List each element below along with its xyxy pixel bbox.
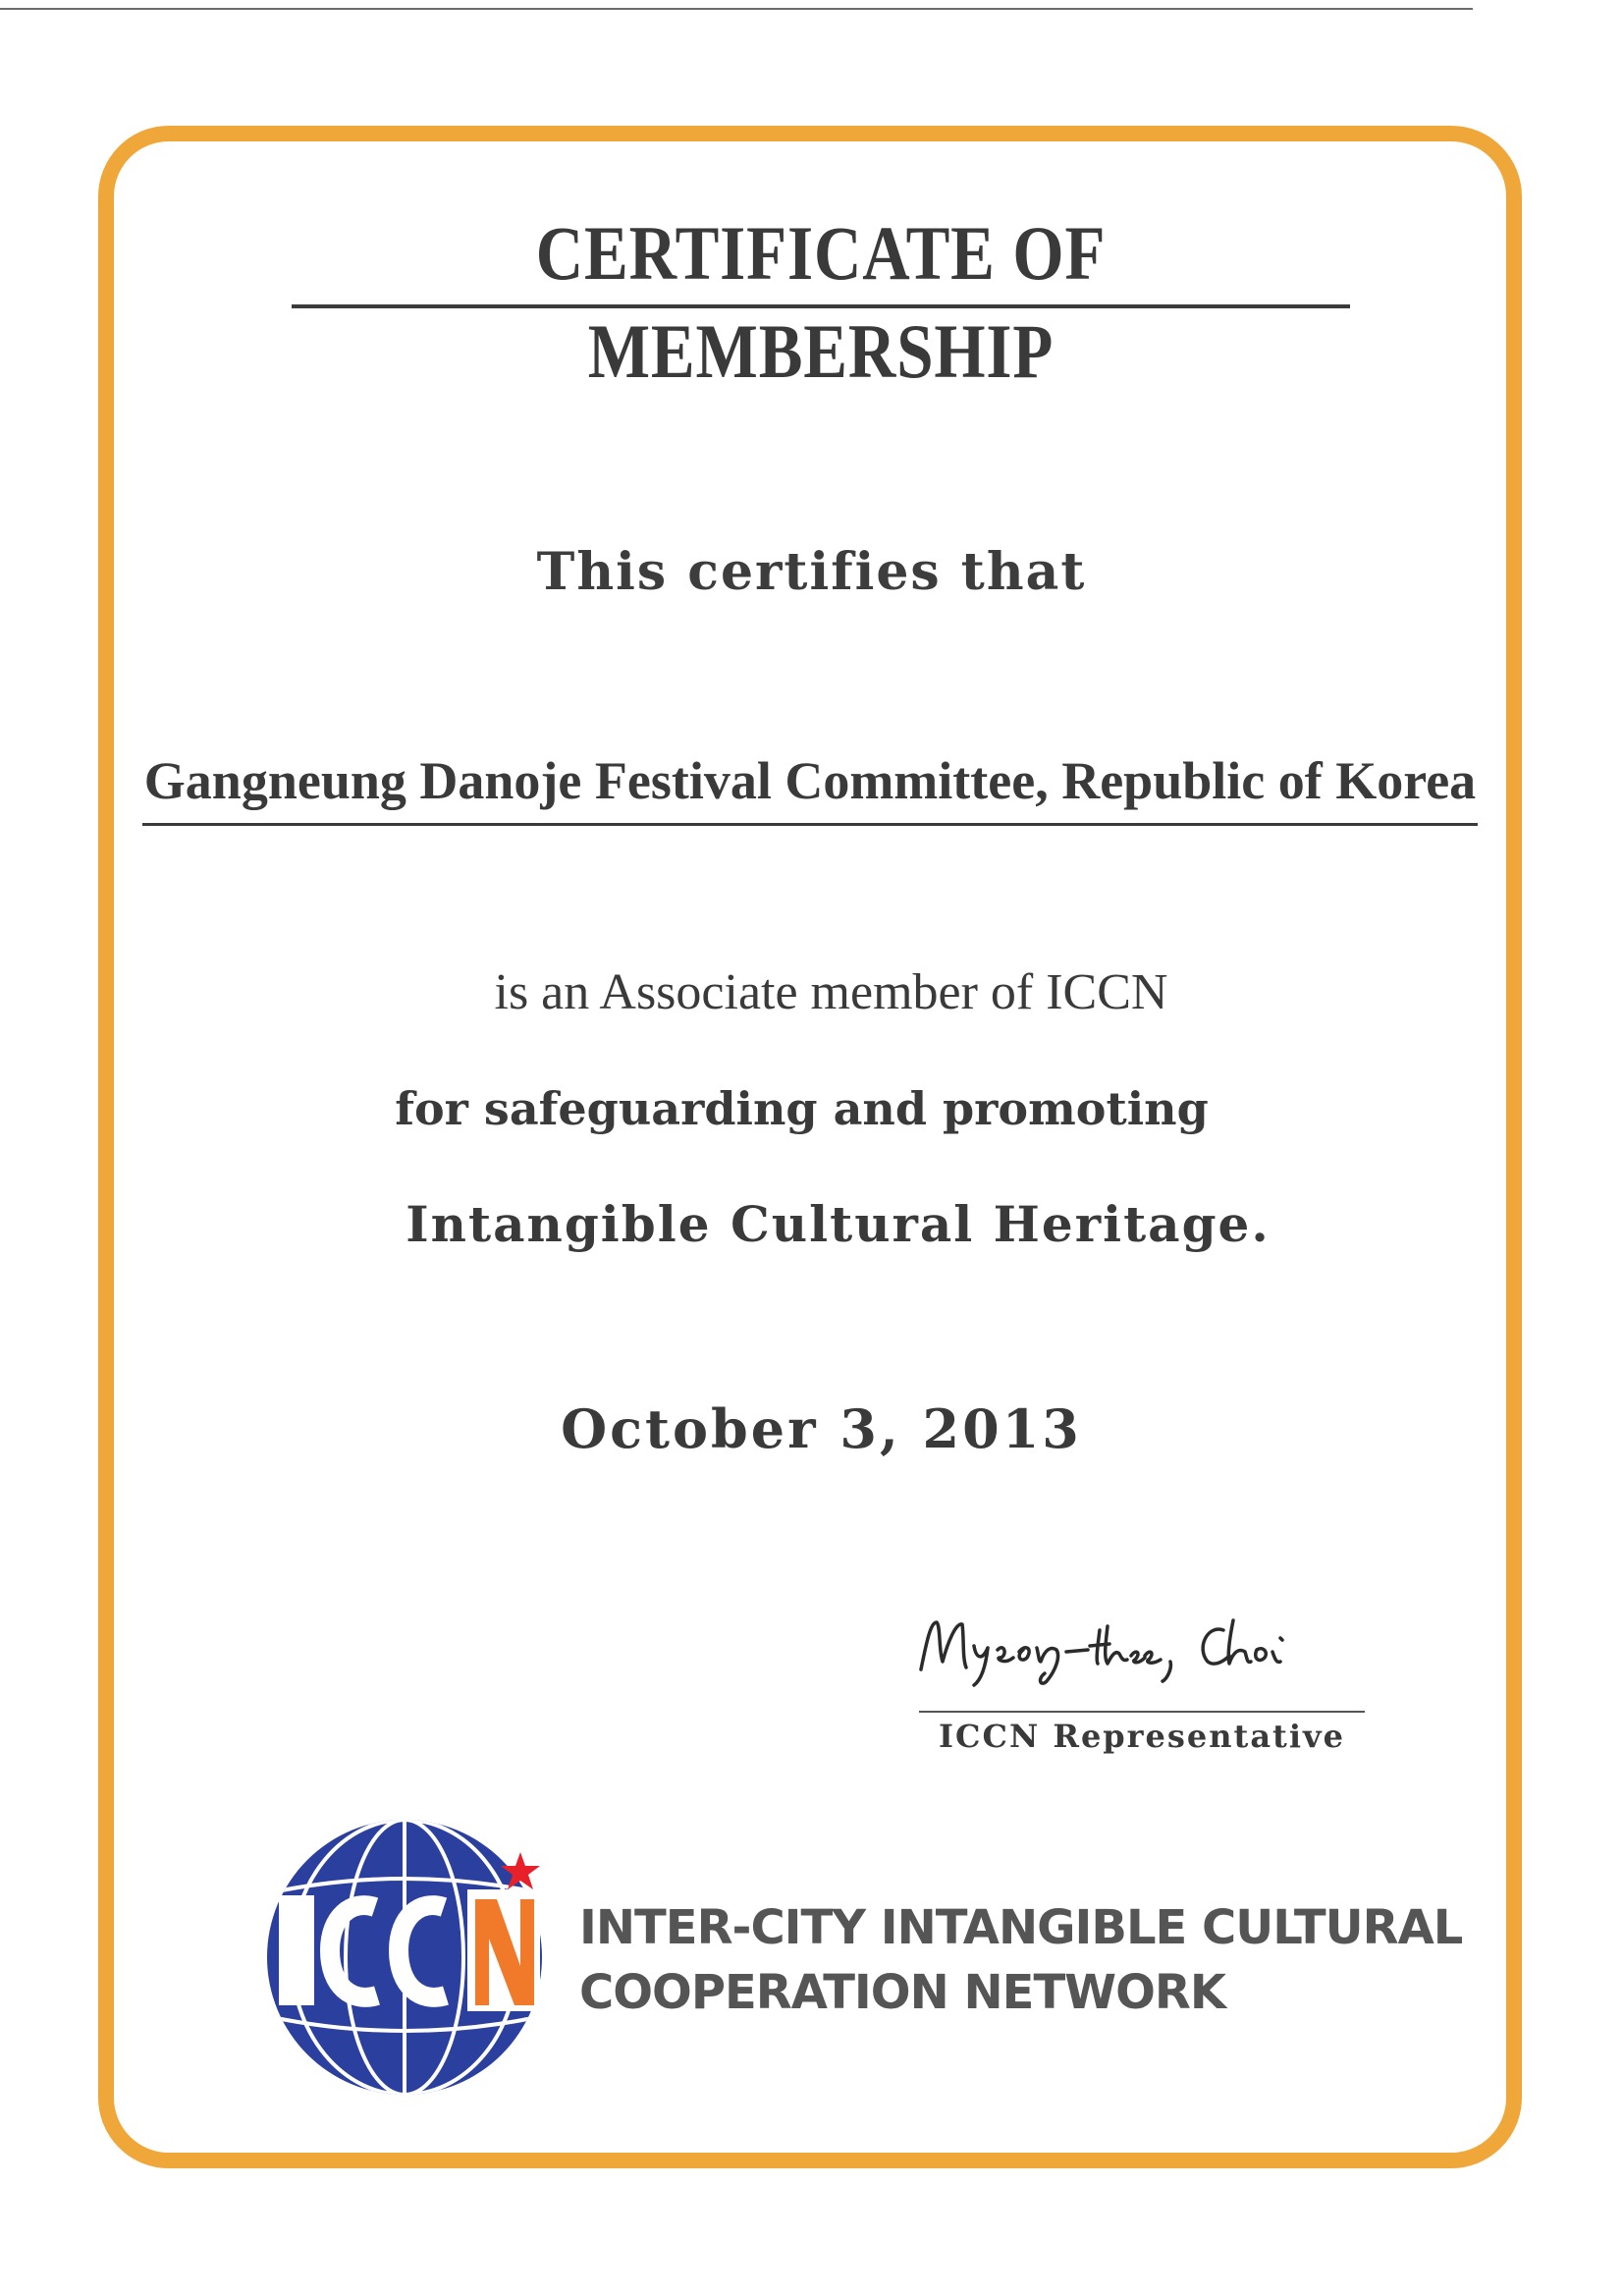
handwritten-signature — [913, 1601, 1375, 1689]
member-name-underline — [142, 823, 1478, 826]
organization-name-line-1: INTER-CITY INTANGIBLE CULTURAL — [579, 1900, 1463, 1955]
statement-line-3: Intangible Cultural Heritage. — [406, 1195, 1271, 1253]
scan-edge-line — [0, 8, 1473, 10]
certificate-title: CERTIFICATE OF MEMBERSHIP — [535, 210, 1107, 394]
certifies-intro: This certifies that — [536, 542, 1087, 602]
organization-name-line-2: COOPERATION NETWORK — [579, 1965, 1226, 2020]
certificate-date: October 3, 2013 — [561, 1397, 1082, 1460]
statement-line-2: for safeguarding and promoting — [395, 1082, 1209, 1135]
organization-name — [579, 1895, 1463, 2025]
member-name: Gangneung Danoje Festival Committee, Republic of Korea — [143, 751, 1477, 810]
iccn-globe-logo — [257, 1805, 552, 2100]
representative-title: ICCN Representative — [939, 1718, 1345, 1755]
signature-line — [919, 1711, 1365, 1713]
statement-line-1: is an Associate member of ICCN — [494, 964, 1168, 1020]
title-underline — [292, 304, 1350, 308]
